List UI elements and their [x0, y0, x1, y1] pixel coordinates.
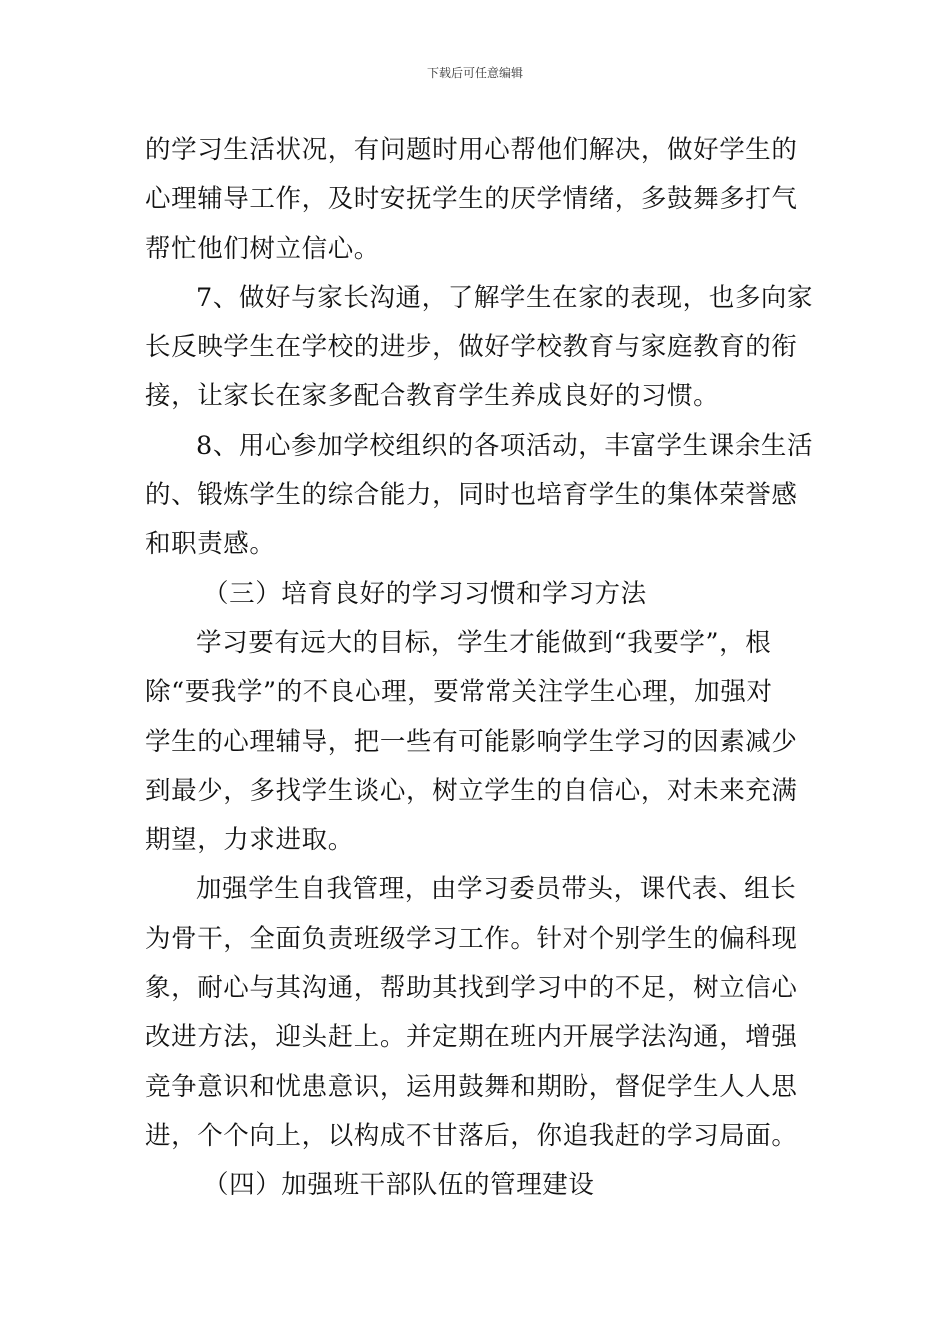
text-line: 竞争意识和忧患意识，运用鼓舞和期盼，督促学生人人思 — [145, 1071, 798, 1102]
text-line: 的、锻炼学生的综合能力，同时也培育学生的集体荣誉感 — [145, 480, 798, 511]
text-line: 期望，力求进取。 — [145, 825, 354, 856]
section-heading: （四）加强班干部队伍的管理建设 — [203, 1170, 595, 1201]
document-body — [145, 126, 814, 1211]
text-line: 到最少，多找学生谈心，树立学生的自信心，对未来充满 — [145, 775, 798, 806]
text-line: 学生的心理辅导，把一些有可能影响学生学习的因素减少 — [145, 726, 798, 757]
paragraph-start-line: 7、做好与家长沟通，了解学生在家的表现，也多向家 — [196, 282, 814, 313]
paragraph-start-line: 8、用心参加学校组织的各项活动，丰富学生课余生活 — [196, 430, 814, 461]
text-line: 除“要我学”的不良心理，要常常关注学生心理，加强对 — [145, 677, 773, 708]
page-header: 下载后可任意编辑 — [426, 66, 523, 80]
text-line: 长反映学生在学校的进步，做好学校教育与家庭教育的衔 — [145, 332, 798, 363]
text-line: 为骨干，全面负责班级学习工作。针对个别学生的偏科现 — [145, 923, 798, 954]
text-line: 和职责感。 — [145, 529, 276, 560]
text-line: 帮忙他们树立信心。 — [145, 233, 380, 264]
text-line: 心理辅导工作，及时安抚学生的厌学情绪，多鼓舞多打气 — [145, 184, 798, 215]
text-line: 改进方法，迎头赶上。并定期在班内开展学法沟通，增强 — [145, 1022, 798, 1053]
paragraph-start-line: 加强学生自我管理，由学习委员带头，课代表、组长 — [196, 874, 797, 905]
paragraph-start-line: 学习要有远大的目标，学生才能做到“我要学”，根 — [196, 627, 772, 658]
section-heading: （三）培育良好的学习习惯和学习方法 — [203, 578, 647, 609]
text-line: 接，让家长在家多配合教育学生养成良好的习惯。 — [145, 381, 720, 412]
text-line: 象，耐心与其沟通，帮助其找到学习中的不足，树立信心 — [145, 973, 798, 1004]
text-line: 的学习生活状况，有问题时用心帮他们解决，做好学生的 — [145, 135, 798, 165]
text-line: 进，个个向上，以构成不甘落后，你追我赶的学习局面。 — [145, 1120, 798, 1151]
